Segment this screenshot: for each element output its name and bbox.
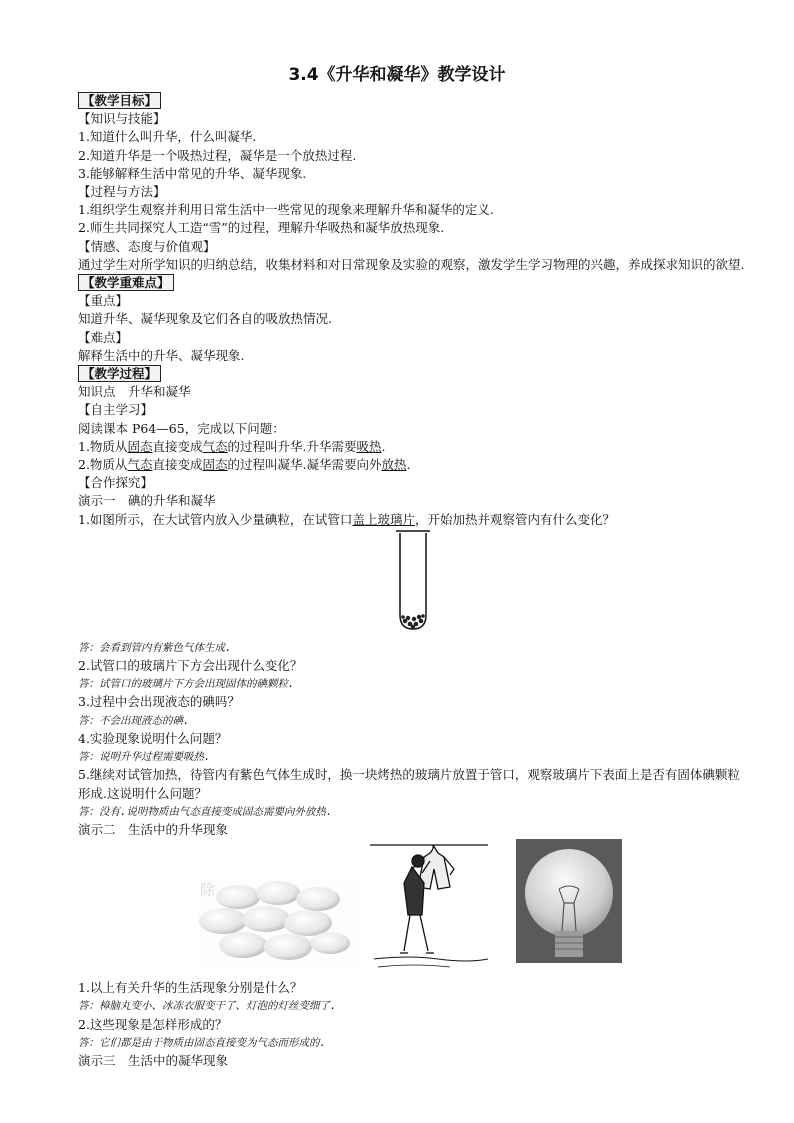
text-line: 知道升华、凝华现象及它们各自的吸放热情况.: [78, 311, 332, 327]
photo-strip: [78, 839, 750, 979]
frozen-clothes-drawing: [370, 845, 488, 967]
question-line: 1.如图所示，在大试管内放入少量碘粒，在试管口盖上玻璃片，开始加热并观察管内有什么变化？: [78, 511, 615, 527]
subheading-emotion: 【情感、态度与价值观】: [78, 238, 216, 254]
page-title: 3.4《升华和凝华》教学设计: [288, 65, 506, 85]
mothballs-photo: [198, 879, 358, 969]
text-line: 解释生活中的升华、凝华现象.: [78, 347, 245, 363]
section-heading-key-points: 【教学重难点】: [78, 274, 174, 291]
question-line: 1.物质从固态直接变成气态的过程叫升华.升华需要吸热.: [78, 438, 386, 454]
question-line: 4.实验现象说明什么问题？: [78, 730, 228, 746]
sublimation-photos: [78, 839, 750, 979]
question-line: 3.过程中会出现液态的碘吗？: [78, 694, 240, 710]
answer-line: 答：试管口的玻璃片下方会出现固体的碘颗粒.: [78, 678, 295, 691]
text-line: 1.组织学生观察并利用日常生活中一些常见的现象来理解升华和凝华的定义.: [78, 202, 494, 218]
subheading-process: 【过程与方法】: [78, 184, 166, 200]
test-tube-figure: [78, 529, 750, 639]
test-tube-illustration: [78, 529, 750, 639]
answer-line: 答：会看到管内有紫色气体生成.: [78, 641, 232, 654]
question-line: 2.试管口的玻璃片下方会出现什么变化？: [78, 658, 303, 674]
question-line: 2.物质从气态直接变成固态的过程叫凝华.凝华需要向外放热.: [78, 457, 411, 473]
question-line: 2.这些现象是怎样形成的？: [78, 1016, 228, 1032]
light-bulb-photo: [516, 839, 622, 963]
text-line: 2.知道升华是一个吸热过程，凝华是一个放热过程.: [78, 147, 357, 163]
question-line: 1.以上有关升华的生活现象分别是什么？: [78, 980, 303, 996]
document-body: [78, 92, 750, 1070]
section-heading-goals: 【教学目标】: [78, 92, 161, 109]
text-paragraph: 通过学生对所学知识的归纳总结，收集材料和对日常现象及实验的观察，激发学生学习物理的兴趣，养成探求知识的欲望.: [78, 256, 745, 272]
answer-line: 答：它们都是由于物质由固态直接变为气态而形成的.: [78, 1036, 326, 1049]
demo-heading: 演示三 生活中的凝华现象: [78, 1052, 229, 1068]
watermark: 除: [200, 881, 216, 900]
section-heading-teaching-process: 【教学过程】: [78, 365, 161, 382]
question-paragraph: 5.继续对试管加热，待管内有紫色气体生成时，换一块烤热的玻璃片放置于管口，观察玻璃片下表面上是否有固体碘颗粒形成.这说明什么问题？: [78, 767, 740, 801]
answer-line: 答：不会出现液态的碘.: [78, 714, 190, 727]
subheading-knowledge: 【知识与技能】: [78, 111, 166, 127]
subheading-coop: 【合作探究】: [78, 475, 154, 491]
answer-line: 答：樟脑丸变小、冰冻衣服变干了、灯泡的灯丝变细了.: [78, 1000, 337, 1013]
subheading-self-study: 【自主学习】: [78, 402, 154, 418]
subheading-focus: 【重点】: [78, 293, 129, 309]
text-line: 阅读课本 P64—65，完成以下问题：: [78, 420, 285, 436]
text-line: 2.师生共同探究人工造“雪”的过程，理解升华吸热和凝华放热现象.: [78, 220, 445, 236]
answer-line: 答：没有.说明物质由气态直接变成固态需要向外放热.: [78, 805, 333, 818]
demo-heading: 演示一 碘的升华和凝华: [78, 493, 216, 509]
text-line: 1.知道什么叫升华，什么叫凝华.: [78, 129, 257, 145]
answer-line: 答：说明升华过程需要吸热.: [78, 751, 211, 764]
knowledge-point: 知识点 升华和凝华: [78, 384, 191, 400]
subheading-difficulty: 【难点】: [78, 329, 129, 345]
demo-heading: 演示二 生活中的升华现象: [78, 821, 229, 837]
text-line: 3.能够解释生活中常见的升华、凝华现象.: [78, 165, 307, 181]
